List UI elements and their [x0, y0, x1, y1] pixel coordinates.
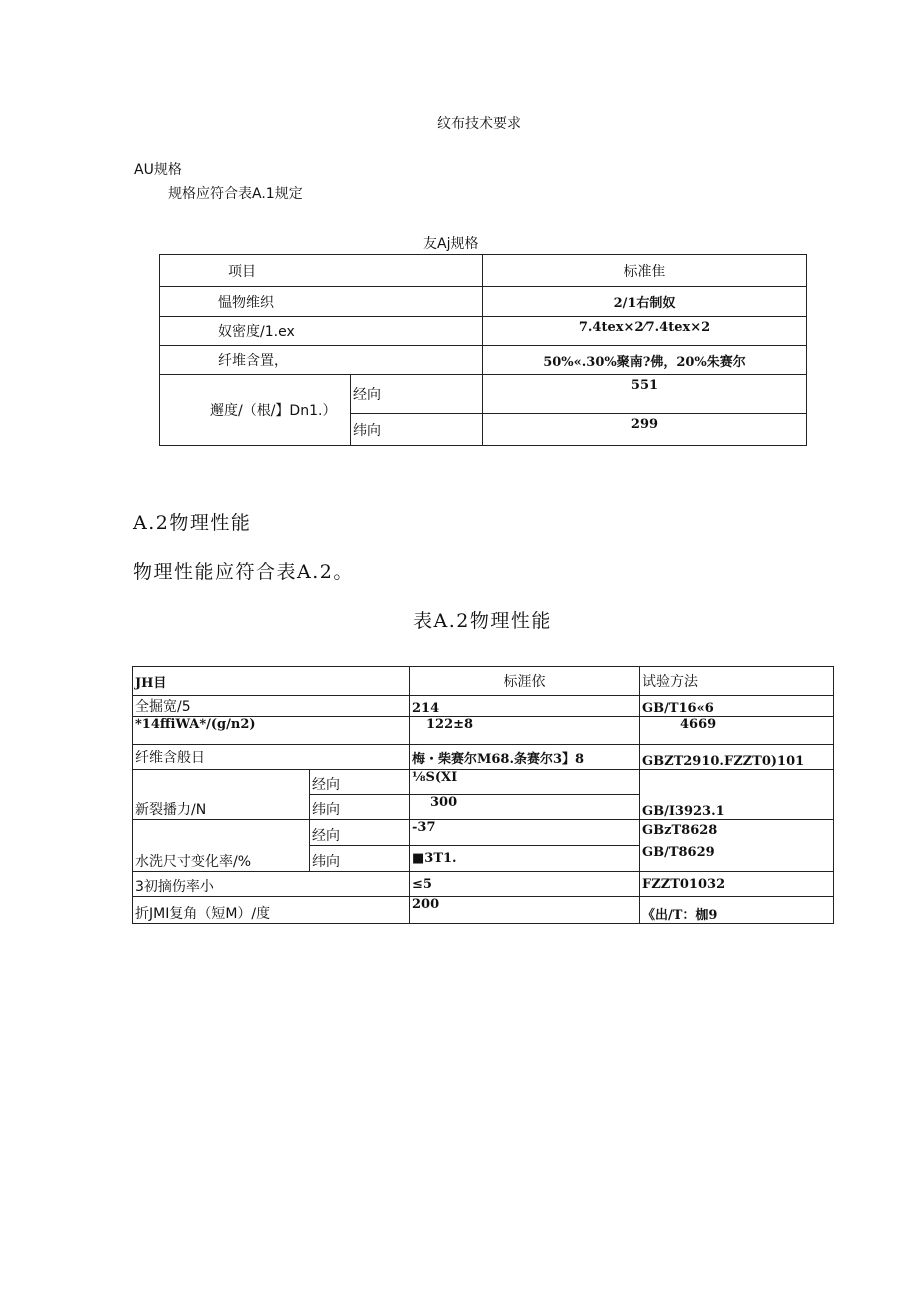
table-a2-row4-sub-warp: 经向	[310, 770, 410, 795]
table-a2	[132, 666, 834, 924]
table-a2-row2-method: 4669	[640, 717, 834, 745]
table-a1-row4-sub-weft: 纬向	[351, 414, 483, 446]
table-a2-row4-weft-value: 300	[410, 795, 640, 820]
table-a2-header-item: JH目	[133, 667, 410, 696]
table-a2-row3-label: 纤维含般日	[133, 745, 410, 770]
section-a1-note: 规格应符合表A.1规定	[168, 186, 303, 202]
table-a2-row5-method-1: GBzT8628	[642, 823, 718, 838]
table-a2-row5-sub-warp: 经向	[310, 820, 410, 846]
table-a2-row6-method: FZZT01032	[640, 872, 834, 897]
section-a2-note: 物理性能应符合表A.2。	[133, 561, 354, 583]
table-a2-row4-method: GB/I3923.1	[640, 770, 834, 820]
table-a1-row1-value: 2/1右制奴	[483, 287, 807, 317]
table-a1-row4-weft-value: 299	[483, 414, 807, 446]
table-a2-row7-label: 折JMI复角（短M）/度	[133, 897, 410, 924]
table-a2-row6-label: 3初摘伤率小	[133, 872, 410, 897]
table-a1-header-item: 项目	[160, 255, 483, 287]
table-a2-row5-weft-value: ■3T1.	[410, 846, 640, 872]
table-a2-row7-value: 200	[410, 897, 640, 924]
table-a2-caption: 表A.2物理性能	[413, 610, 552, 632]
table-a2-row6-value: ≤5	[410, 872, 640, 897]
table-a2-row3-value: 梅・柴赛尔M68.条赛尔3】8	[410, 745, 640, 770]
table-a2-header-method: 试验方法	[640, 667, 834, 696]
table-a1-row1-label: 愠物维织	[160, 287, 483, 317]
table-a1-row3-value: 50%«.30%聚南?佛，20%朱赛尔	[483, 346, 807, 375]
section-a2-heading: A.2物理性能	[133, 512, 252, 534]
table-a2-row4-label: 新裂播力/N	[133, 770, 310, 820]
table-a2-header-standard: 标涯依	[410, 667, 640, 696]
table-a2-row5-sub-weft: 纬向	[310, 846, 410, 872]
table-a2-row4-warp-value: ⅛S(XI	[410, 770, 640, 795]
table-a1-row4-label: 邂度/（根/】Dn1.）	[160, 375, 351, 446]
table-a1-caption: 友Aj规格	[423, 236, 479, 252]
table-a2-row5-method	[640, 820, 834, 872]
table-a2-row1-value: 214	[410, 696, 640, 717]
document-title: 纹布技术要求	[437, 116, 521, 132]
table-a2-row1-method: GB/T16«6	[640, 696, 834, 717]
table-a2-row4-sub-weft: 纬向	[310, 795, 410, 820]
section-a1-heading: AU规格	[134, 162, 182, 178]
table-a1	[159, 254, 807, 446]
table-a1-row4-warp-value: 551	[483, 375, 807, 414]
table-a1-row4-sub-warp: 经向	[351, 375, 483, 414]
table-a1-row3-label: 纤堆含置，	[160, 346, 483, 375]
table-a2-row5-warp-value: -37	[410, 820, 640, 846]
table-a1-row2-label: 奴密度/1.ex	[160, 317, 483, 346]
table-a2-row2-value: 122±8	[410, 717, 640, 745]
table-a2-row2-label: *14ffiWA*/(g/n2)	[133, 717, 410, 745]
table-a1-row2-value: 7.4tex×2⁄7.4tex×2	[483, 317, 807, 346]
table-a2-row1-label: 全掘宽/5	[133, 696, 410, 717]
table-a2-row5-method-2: GB/T8629	[642, 845, 715, 860]
table-a2-row5-label: 水洗尺寸变化率/%	[133, 820, 310, 872]
table-a2-row3-method: GBZT2910.FZZT0)101	[640, 745, 834, 770]
table-a1-header-standard: 标准隹	[483, 255, 807, 287]
table-a2-row7-method: 《出/T：枷9	[640, 897, 834, 924]
